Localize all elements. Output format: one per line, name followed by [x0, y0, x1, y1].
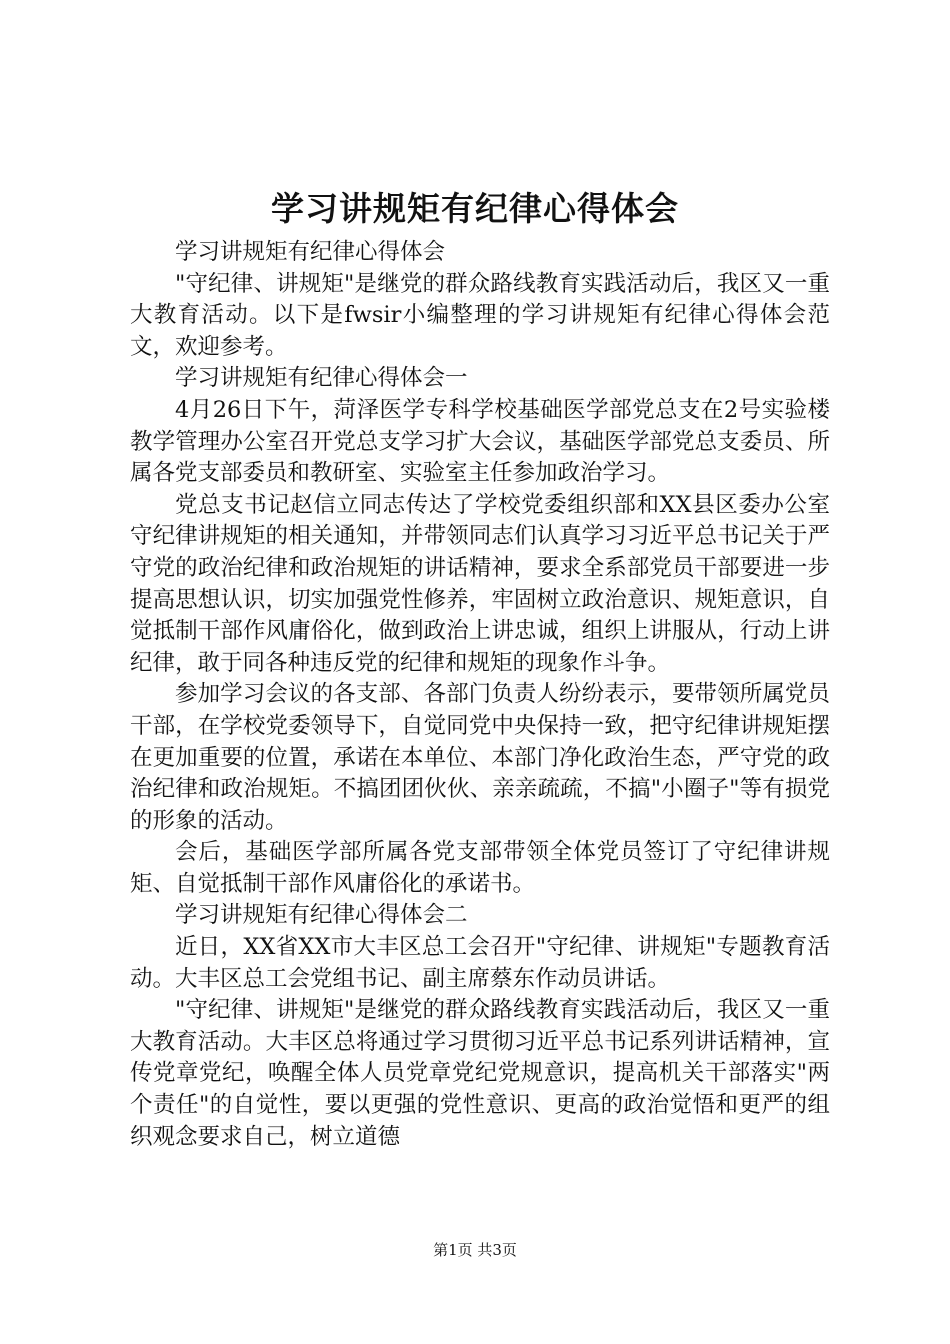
- paragraph-secretary: 党总支书记赵信立同志传达了学校党委组织部和XX县区委办公室守纪律讲规矩的相关通知，并带领同志们认真学习习近平总书记关于严守党的政治纪律和政治规矩的讲话精神，要求全系部党员干部要进一步提高思想认识，切实加强党性修养，牢固树立政治意识、规矩意识，自觉抵制干部作风庸俗化，做到政治上讲忠诚，组织上讲服从，行动上讲纪律，敢于同各种违反党的纪律和规矩的现象作斗争。: [130, 491, 830, 676]
- paragraph-attendees: 参加学习会议的各支部、各部门负责人纷纷表示，要带领所属党员干部，在学校党委领导下，自觉同党中央保持一致，把守纪律讲规矩摆在更加重要的位置，承诺在本单位、本部门净化政治生态，严守党的政治纪律和政治规矩。不搞团团伙伙、亲亲疏疏，不搞"小圈子"等有损党的形象的活动。: [130, 681, 830, 834]
- page-number-footer: 第1页 共3页: [433, 1241, 517, 1259]
- paragraph-union: 近日，XX省XX市大丰区总工会召开"守纪律、讲规矩"专题教育活动。大丰区总工会党组书记、副主席蔡东作动员讲话。: [130, 934, 830, 992]
- paragraph-campaign: "守纪律、讲规矩"是继党的群众路线教育实践活动后，我区又一重大教育活动。大丰区总将通过学习贯彻习近平总书记系列讲话精神，宣传党章党纪，唤醒全体人员党章党纪党规意识，提高机关干部落实"两个责任"的自觉性，要以更强的党性意识、更高的政治觉悟和更严的组织观念要求自己，树立道德: [130, 997, 830, 1150]
- document-body: [130, 237, 830, 1153]
- section-heading-one: 学习讲规矩有纪律心得体会一: [175, 365, 468, 392]
- paragraph-meeting: 4月26日下午，菏泽医学专科学校基础医学部党总支在2号实验楼教学管理办公室召开党总支学习扩大会议，基础医学部党总支委员、所属各党支部委员和教研室、实验室主任参加政治学习。: [130, 396, 830, 487]
- document-title: 学习讲规矩有纪律心得体会: [271, 189, 679, 228]
- paragraph-after-meeting: 会后，基础医学部所属各党支部带领全体党员签订了守纪律讲规矩、自觉抵制干部作风庸俗化的承诺书。: [130, 839, 830, 897]
- section-heading-two: 学习讲规矩有纪律心得体会二: [175, 902, 468, 929]
- paragraph-intro: "守纪律、讲规矩"是继党的群众路线教育实践活动后，我区又一重大教育活动。以下是fwsir小编整理的学习讲规矩有纪律心得体会范文，欢迎参考。: [130, 270, 830, 360]
- paragraph-subtitle: 学习讲规矩有纪律心得体会: [175, 239, 446, 265]
